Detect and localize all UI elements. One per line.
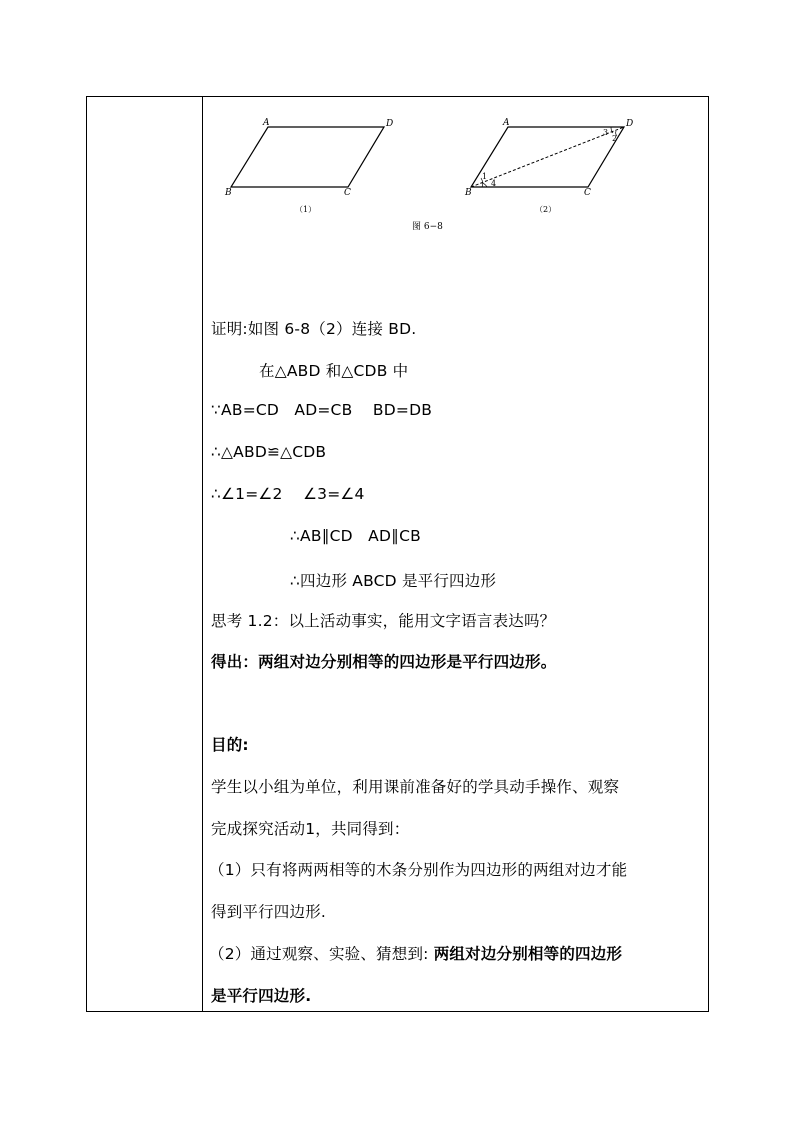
column-divider	[202, 97, 203, 1011]
think-question: 思考 1.2：以上活动事实，能用文字语言表达吗？	[211, 612, 556, 630]
parallelogram-1-shape	[231, 127, 384, 187]
content-table	[86, 96, 709, 1012]
angle-label-2: 2	[612, 134, 618, 143]
proof-line-1: 证明:如图 6-8（2）连接 BD.	[211, 320, 417, 338]
angle-label-1: 1	[482, 172, 488, 181]
label-B2: B	[465, 188, 472, 198]
proof-line-4: ∴△ABD≌△CDB	[211, 443, 327, 461]
parallelogram-1	[224, 118, 393, 214]
angle-label-3: 3	[603, 128, 609, 137]
label-A2: A	[503, 118, 510, 128]
purpose-line-3a	[209, 942, 622, 964]
proof-line-3: ∵AB=CD AD=CB BD=DB	[211, 401, 433, 419]
purpose-heading: 目的:	[211, 736, 249, 754]
figure-tag-1: （1）	[295, 205, 317, 214]
label-D2: D	[626, 119, 634, 129]
proof-line-7: ∴四边形 ABCD 是平行四边形	[290, 572, 497, 590]
purpose-line-1b: 完成探究活动1，共同得到：	[211, 820, 410, 838]
purpose-line-1a: 学生以小组为单位，利用课前准备好的学具动手操作、观察	[211, 778, 620, 796]
proof-line-2: 在△ABD 和△CDB 中	[259, 362, 409, 380]
purpose-line-3b: 是平行四边形.	[211, 987, 312, 1005]
label-C2: C	[584, 188, 591, 198]
label-D: D	[386, 119, 394, 129]
proof-line-5: ∴∠1=∠2 ∠3=∠4	[211, 485, 365, 503]
label-A: A	[263, 118, 270, 128]
purpose-line-2a: （1）只有将两两相等的木条分别作为四边形的两组对边才能	[209, 861, 628, 879]
label-C: C	[344, 188, 351, 198]
purpose-line-3a-plain: （2）通过观察、实验、猜想到:	[209, 945, 434, 963]
angle-arc-4	[483, 183, 487, 187]
content-cell	[211, 97, 706, 1011]
angle-label-4: 4	[491, 179, 497, 188]
parallelogram-2	[464, 118, 633, 214]
figure-caption: 图 6−8	[412, 222, 443, 232]
figure-tag-2: （2）	[535, 205, 557, 214]
diagonal-BD	[471, 127, 624, 187]
figure-6-8	[211, 115, 706, 255]
proof-line-6: ∴AB∥CD AD∥CB	[290, 527, 421, 545]
label-B: B	[225, 188, 232, 198]
purpose-line-2b: 得到平行四边形.	[211, 903, 327, 921]
conclusion: 得出：两组对边分别相等的四边形是平行四边形。	[211, 653, 557, 671]
purpose-line-3a-bold: 两组对边分别相等的四边形	[433, 945, 623, 963]
